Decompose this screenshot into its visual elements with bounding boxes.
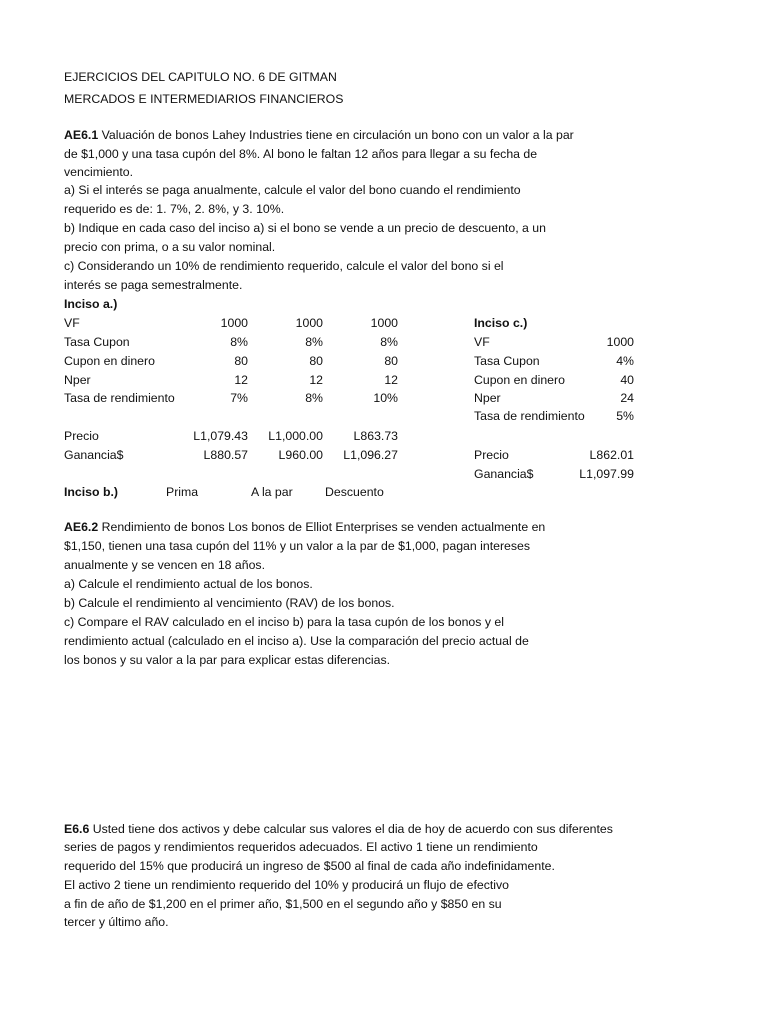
inciso-a-ganancia-v3: L1,096.27 [343, 448, 398, 462]
inciso-a-precio-v1: L1,079.43 [193, 429, 248, 443]
inciso-a-vf-v2: 1000 [295, 316, 323, 330]
inciso-a-tasa-rendimiento-v2: 8% [305, 391, 323, 405]
e66-text-1: Usted tiene dos activos y debe calcular sus valores el dia de hoy de acuerdo con sus diferentes [89, 822, 613, 836]
e66-line-1 [64, 821, 613, 837]
ae62-line-5: b) Calcule el rendimiento al vencimiento (RAV) de los bonos. [64, 596, 395, 610]
e66-label: E6.6 [64, 822, 90, 836]
inciso-a-tasa-cupon-v3: 8% [380, 335, 398, 349]
e66-line-4: El activo 2 tiene un rendimiento requerido del 10% y producirá un flujo de efectivo [64, 878, 510, 892]
e66-line-3: requerido del 15% que producirá un ingreso de $500 al final de cada año indefinidamente. [64, 859, 555, 873]
inciso-c-tasa-rendimiento-value: 5% [616, 409, 634, 423]
inciso-b-v2: A la par [251, 485, 293, 499]
inciso-c-vf-value: 1000 [606, 335, 634, 349]
inciso-a-cupon-dinero-v2: 80 [309, 354, 323, 368]
inciso-a-label-tasa-cupon: Tasa Cupon [64, 335, 130, 349]
inciso-a-cupon-dinero-v3: 80 [384, 354, 398, 368]
ae61-line-9: interés se paga semestralmente. [64, 278, 243, 292]
inciso-b-v1: Prima [166, 485, 199, 499]
inciso-c-label-tasa-cupon: Tasa Cupon [474, 354, 540, 368]
inciso-a-cupon-dinero-v1: 80 [234, 354, 248, 368]
inciso-a-label-cupon-dinero: Cupon en dinero [64, 354, 155, 368]
inciso-a-nper-v3: 12 [384, 373, 398, 387]
ae62-text-1: Rendimiento de bonos Los bonos de Elliot Enterprises se venden actualmente en [98, 520, 546, 534]
inciso-c-ganancia-value: L1,097.99 [579, 467, 634, 481]
inciso-c-cupon-dinero-value: 40 [620, 373, 634, 387]
inciso-b-v3: Descuento [325, 485, 384, 499]
ae62-line-2: $1,150, tienen una tasa cupón del 11% y un valor a la par de $1,000, pagan intereses [64, 539, 531, 553]
inciso-c-tasa-cupon-value: 4% [616, 354, 634, 368]
inciso-b-heading: Inciso b.) [64, 485, 118, 499]
inciso-c-label-cupon-dinero: Cupon en dinero [474, 373, 565, 387]
e66-line-2: series de pagos y rendimientos requeridos adecuados. El activo 1 tiene un rendimiento [64, 840, 538, 854]
inciso-a-heading: Inciso a.) [64, 297, 118, 311]
ae62-line-3: anualmente y se vencen en 18 años. [64, 558, 265, 572]
inciso-c-label-ganancia: Ganancia$ [474, 467, 534, 481]
inciso-a-label-ganancia: Ganancia$ [64, 448, 124, 462]
inciso-a-tasa-rendimiento-v3: 10% [373, 391, 398, 405]
ae61-text-1: Valuación de bonos Lahey Industries tiene en circulación un bono con un valor a la par [98, 128, 574, 142]
inciso-a-label-nper: Nper [64, 373, 91, 387]
inciso-c-precio-value: L862.01 [589, 448, 634, 462]
inciso-a-label-tasa-rendimiento: Tasa de rendimiento [64, 391, 175, 405]
inciso-a-ganancia-v1: L880.57 [203, 448, 248, 462]
ae61-line-1 [64, 127, 574, 143]
inciso-a-label-precio: Precio [64, 429, 99, 443]
ae62-label: AE6.2 [64, 520, 99, 534]
inciso-a-precio-v3: L863.73 [353, 429, 398, 443]
e66-line-5: a fin de año de $1,200 en el primer año, $1,500 en el segundo año y $850 en su [64, 897, 502, 911]
inciso-a-nper-v1: 12 [234, 373, 248, 387]
ae61-line-5: requerido es de: 1. 7%, 2. 8%, y 3. 10%. [64, 202, 285, 216]
inciso-c-label-precio: Precio [474, 448, 509, 462]
inciso-a-precio-v2: L1,000.00 [268, 429, 323, 443]
inciso-a-nper-v2: 12 [309, 373, 323, 387]
inciso-c-heading: Inciso c.) [474, 316, 528, 330]
ae61-line-4: a) Si el interés se paga anualmente, calcule el valor del bono cuando el rendimiento [64, 183, 521, 197]
inciso-a-tasa-cupon-v1: 8% [230, 335, 248, 349]
inciso-a-vf-v1: 1000 [220, 316, 248, 330]
ae61-label: AE6.1 [64, 128, 99, 142]
inciso-a-vf-v3: 1000 [370, 316, 398, 330]
e66-line-6: tercer y último año. [64, 915, 169, 929]
ae62-line-6: c) Compare el RAV calculado en el inciso b) para la tasa cupón de los bonos y el [64, 615, 504, 629]
ae62-line-8: los bonos y su valor a la par para explicar estas diferencias. [64, 653, 391, 667]
inciso-a-ganancia-v2: L960.00 [278, 448, 323, 462]
ae62-line-7: rendimiento actual (calculado en el inciso a). Use la comparación del precio actual de [64, 634, 529, 648]
document-title: EJERCICIOS DEL CAPITULO NO. 6 DE GITMAN [64, 70, 337, 84]
inciso-a-label-vf: VF [64, 316, 80, 330]
ae61-line-8: c) Considerando un 10% de rendimiento requerido, calcule el valor del bono si el [64, 259, 504, 273]
ae62-line-1 [64, 519, 545, 535]
ae61-line-3: vencimiento. [64, 165, 134, 179]
ae61-line-2: de $1,000 y una tasa cupón del 8%. Al bono le faltan 12 años para llegar a su fecha de [64, 147, 538, 161]
inciso-a-tasa-cupon-v2: 8% [305, 335, 323, 349]
inciso-c-label-tasa-rendimiento: Tasa de rendimiento [474, 409, 585, 423]
ae61-line-7: precio con prima, o a su valor nominal. [64, 240, 276, 254]
inciso-c-nper-value: 24 [620, 391, 634, 405]
inciso-c-label-nper: Nper [474, 391, 501, 405]
inciso-c-label-vf: VF [474, 335, 490, 349]
inciso-a-tasa-rendimiento-v1: 7% [230, 391, 248, 405]
document-subtitle: MERCADOS E INTERMEDIARIOS FINANCIEROS [64, 92, 344, 106]
ae62-line-4: a) Calcule el rendimiento actual de los bonos. [64, 577, 313, 591]
ae61-line-6: b) Indique en cada caso del inciso a) si el bono se vende a un precio de descuento, a un [64, 221, 546, 235]
